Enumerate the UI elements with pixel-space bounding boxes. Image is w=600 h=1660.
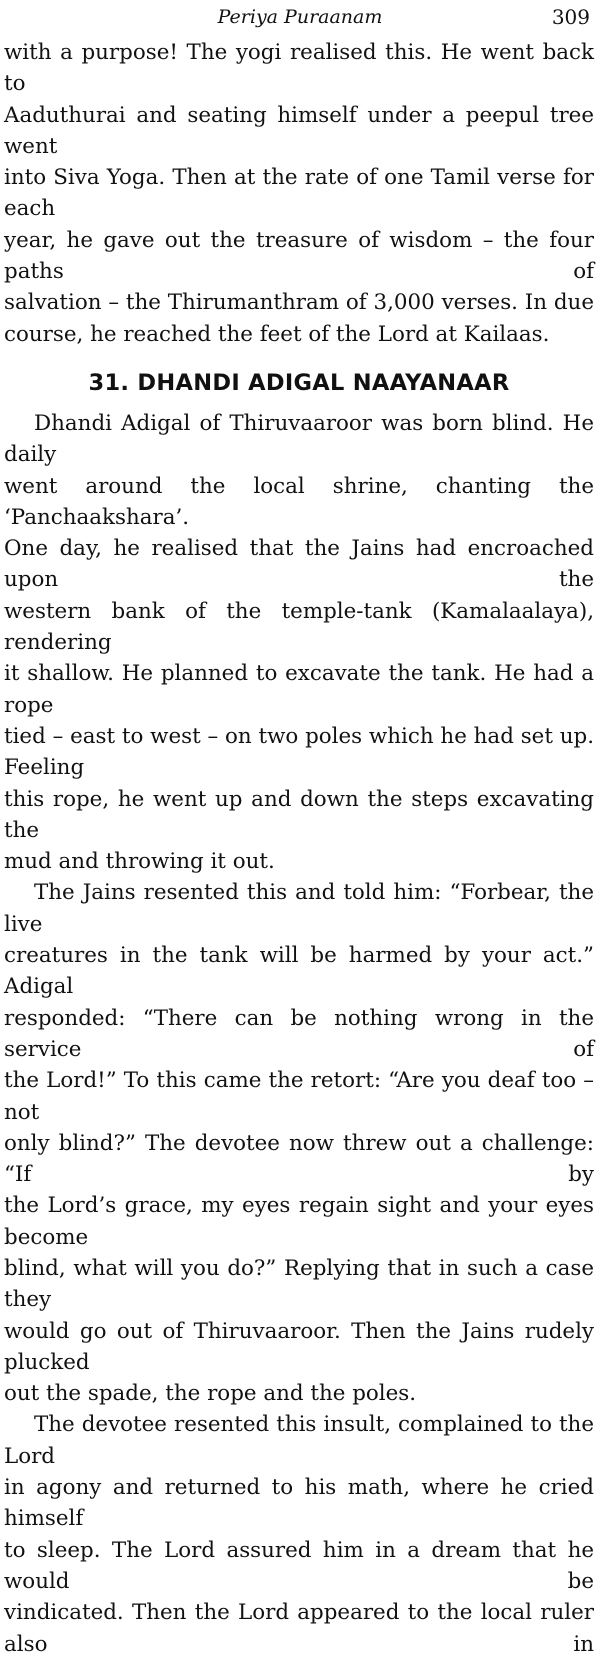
text-line: The devotee resented this insult, complained to the Lord bbox=[4, 1412, 594, 1469]
text-line: salvation – the Thirumanthram of 3,000 verses. In due bbox=[4, 290, 594, 316]
text-line: this rope, he went up and down the steps excavating the bbox=[4, 786, 594, 843]
text-line: to sleep. The Lord assured him in a dream that he would be bbox=[4, 1537, 594, 1594]
paragraph-continuation bbox=[4, 37, 594, 350]
running-title: Periya Puraanam bbox=[217, 6, 383, 28]
text-line: course, he reached the feet of the Lord at Kailaas. bbox=[4, 321, 550, 347]
text-line: year, he gave out the treasure of wisdom – the four paths of bbox=[4, 227, 594, 285]
text-line: would go out of Thiruvaaroor. Then the Jains rudely plucked bbox=[4, 1318, 594, 1375]
running-header bbox=[0, 2, 600, 32]
text-line: with a purpose! The yogi realised this. He went back to bbox=[4, 40, 594, 97]
paragraph bbox=[4, 408, 594, 877]
text-line: out the spade, the rope and the poles. bbox=[4, 1381, 417, 1407]
text-line: One day, he realised that the Jains had encroached upon the bbox=[4, 536, 594, 593]
paragraph bbox=[4, 877, 594, 1409]
text-line: mud and throwing it out. bbox=[4, 849, 275, 875]
text-line: Dhandi Adigal of Thiruvaaroor was born blind. He daily bbox=[4, 410, 594, 468]
page-number: 309 bbox=[551, 5, 590, 29]
text-line: in agony and returned to his math, where he cried himself bbox=[4, 1475, 594, 1532]
text-line: blind, what will you do?” Replying that in such a case they bbox=[4, 1255, 594, 1313]
paragraph bbox=[4, 1409, 594, 1659]
text-line: western bank of the temple-tank (Kamalaalaya), rendering bbox=[4, 598, 594, 656]
text-line: Aaduthurai and seating himself under a peepul tree went bbox=[4, 102, 594, 159]
text-line: went around the local shrine, chanting the ‘Panchaakshara’. bbox=[4, 473, 594, 530]
text-line: The Jains resented this and told him: “Forbear, the live bbox=[4, 880, 594, 937]
text-line: vindicated. Then the Lord appeared to the local ruler also in bbox=[4, 1600, 594, 1657]
text-line: responded: “There can be nothing wrong in the service of bbox=[4, 1005, 594, 1062]
page-body bbox=[4, 37, 594, 1660]
text-line: the Lord!” To this came the retort: “Are you deaf too – not bbox=[4, 1068, 594, 1125]
text-line: into Siva Yoga. Then at the rate of one Tamil verse for each bbox=[4, 165, 594, 222]
text-line: it shallow. He planned to excavate the tank. He had a rope bbox=[4, 661, 594, 718]
section-heading: 31. DHANDI ADIGAL NAAYANAAR bbox=[88, 369, 510, 396]
text-line: only blind?” The devotee now threw out a challenge: “If by bbox=[4, 1130, 594, 1188]
text-line: creatures in the tank will be harmed by your act.” Adigal bbox=[4, 943, 594, 1000]
text-line: tied – east to west – on two poles which he had set up. Feeling bbox=[4, 723, 594, 781]
text-line: the Lord’s grace, my eyes regain sight and your eyes become bbox=[4, 1193, 594, 1250]
